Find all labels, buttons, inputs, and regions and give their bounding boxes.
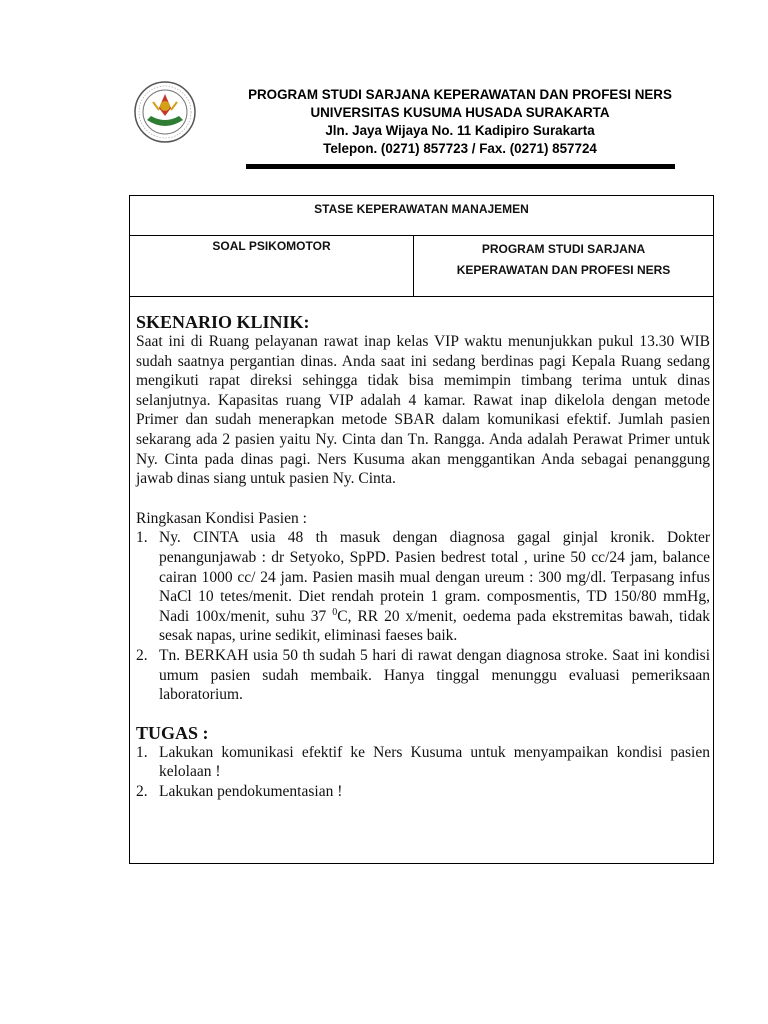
scenario-heading: SKENARIO KLINIK: xyxy=(136,312,310,332)
degree-superscript: 0 xyxy=(332,606,338,618)
header-line-university: UNIVERSITAS KUSUMA HUSADA SURAKARTA xyxy=(310,105,610,120)
header-line-address: Jln. Jaya Wijaya No. 11 Kadipiro Surakarta xyxy=(325,123,595,138)
list-number: 2. xyxy=(136,782,148,800)
patient-text: Tn. BERKAH usia 50 th sudah 5 hari di rawat dengan diagnosa stroke. Saat ini kondisi umum pasien sudah membaik. Hanya tinggal menunggu evaluasi pemeriksaan laboratorium. xyxy=(159,646,710,704)
header-line-phone: Telepon. (0271) 857723 / Fax. (0271) 857724 xyxy=(323,141,597,156)
university-logo xyxy=(133,80,197,144)
scenario-text: Saat ini di Ruang pelayanan rawat inap kelas VIP waktu menunjukkan pukul 13.30 WIB sudah saatnya pergantian dinas. Anda saat ini sedang berdinas pagi Kepala Ruang sedang mengikuti rapat direksi sehingga tidak bisa memimpin timbang terima untuk dinas selanjutnya. Kapasitas ruang VIP adalah 4 kamar. Rawat inap dikelola dengan metode Primer dan sudah menerapkan metode SBAR dalam komunikasi efektif. Jumlah pasien sekarang ada 2 pasien yaitu Ny. Cinta dan Tn. Rangga. Anda adalah Perawat Primer untuk Ny. Cinta pada dinas pagi. Ners Kusuma akan menggantikan Anda sebagai penanggung jawab dinas siang untuk pasien Ny. Cinta. xyxy=(136,333,710,488)
task-item xyxy=(136,782,710,802)
list-number: 1. xyxy=(136,743,148,761)
patient-text-a: Ny. CINTA usia 48 th masuk dengan diagnosa gagal ginjal kronik. Dokter penangunjawab : dr Setyoko, SpPD. Pasien bedrest total , urine 50 cc/24 jam, balance cairan 1000 cc/ 24 jam. Pasien masih mual dengan ureum : 300 mg/dl. Terpasang infus NaCl 10 tetes/menit. Diet rendah protein 1 gram. composmentis, TD 150/80 mmHg, Nadi 100x/menit, suhu 37 xyxy=(159,529,710,625)
info-row xyxy=(130,236,713,297)
patient-list xyxy=(136,528,710,704)
task-item xyxy=(136,743,710,782)
stase-title: STASE KEPERAWATAN MANAJEMEN xyxy=(130,196,713,236)
program-cell-line1: PROGRAM STUDI SARJANA xyxy=(481,242,646,256)
patient-item xyxy=(136,646,710,705)
task-text: Lakukan komunikasi efektif ke Ners Kusuma untuk menyampaikan kondisi pasien kelolaan ! xyxy=(159,743,710,781)
institution-header xyxy=(200,86,720,158)
psychomotor-cell: SOAL PSIKOMOTOR xyxy=(130,236,414,296)
summary-heading: Ringkasan Kondisi Pasien : xyxy=(136,509,307,527)
tasks-heading: TUGAS : xyxy=(136,722,209,743)
program-cell xyxy=(414,236,713,299)
exam-sheet-frame xyxy=(129,195,714,864)
header-line-program: PROGRAM STUDI SARJANA KEPERAWATAN DAN PROFESI NERS xyxy=(248,87,672,102)
program-cell-line2: KEPERAWATAN DAN PROFESI NERS xyxy=(456,263,671,277)
exam-body xyxy=(136,312,710,801)
header-divider xyxy=(246,164,675,169)
list-number: 1. xyxy=(136,529,148,547)
patient-text-b: C, RR 20 x/menit, oedema pada ekstremitas bawah, tidak sesak napas, urine sedikit, eliminasi faeses baik. xyxy=(159,607,710,645)
list-number: 2. xyxy=(136,646,148,664)
patient-item xyxy=(136,528,710,646)
task-list xyxy=(136,743,710,802)
task-text: Lakukan pendokumentasian ! xyxy=(159,782,343,800)
